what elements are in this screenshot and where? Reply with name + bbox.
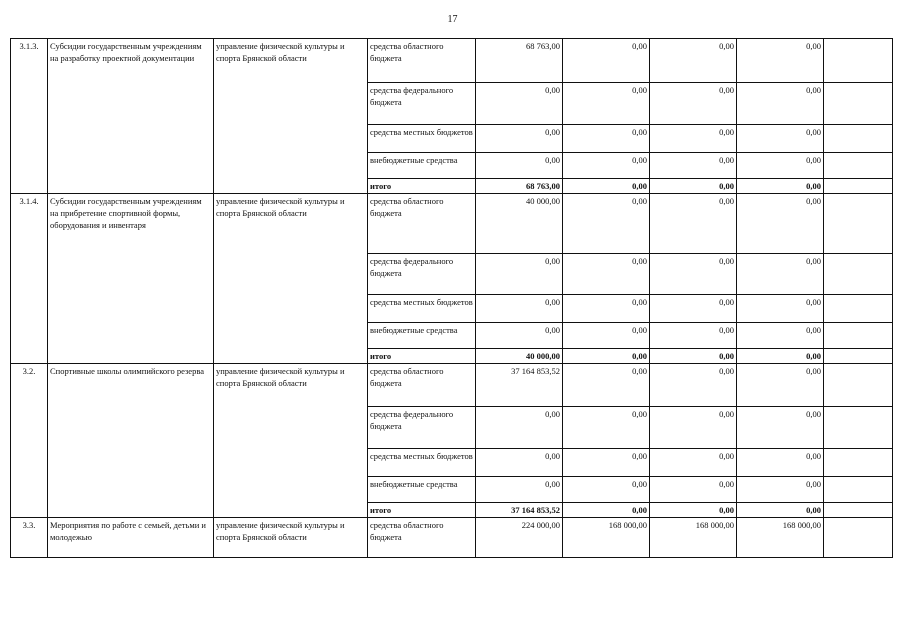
funding-source: внебюджетные средства (368, 323, 476, 349)
amount-cell: 0,00 (563, 194, 650, 254)
funding-source: средства областного бюджета (368, 194, 476, 254)
amount-cell: 0,00 (737, 503, 824, 518)
amount-cell: 40 000,00 (476, 349, 563, 364)
amount-cell: 0,00 (563, 477, 650, 503)
amount-cell: 0,00 (563, 179, 650, 194)
amount-cell: 224 000,00 (476, 518, 563, 558)
funding-source: средства федерального бюджета (368, 254, 476, 295)
amount-cell: 0,00 (563, 323, 650, 349)
amount-cell: 0,00 (563, 503, 650, 518)
amount-cell: 0,00 (650, 295, 737, 323)
table-row (11, 364, 893, 407)
amount-cell: 0,00 (476, 125, 563, 153)
amount-cell: 0,00 (650, 39, 737, 83)
amount-cell: 0,00 (476, 323, 563, 349)
amount-cell: 0,00 (563, 407, 650, 449)
empty-cell (824, 364, 893, 407)
item-code: 3.2. (11, 364, 48, 518)
empty-cell (824, 194, 893, 254)
amount-cell: 0,00 (737, 477, 824, 503)
amount-cell: 0,00 (737, 295, 824, 323)
empty-cell (824, 503, 893, 518)
item-name: Мероприятия по работе с семьей, детьми и молодежью (48, 518, 214, 558)
amount-cell: 0,00 (650, 477, 737, 503)
budget-table (10, 38, 893, 558)
funding-source: средства местных бюджетов (368, 449, 476, 477)
funding-source: средства федерального бюджета (368, 407, 476, 449)
amount-cell: 0,00 (650, 349, 737, 364)
funding-source: итого (368, 349, 476, 364)
item-executor: управление физической культуры и спорта Брянской области (214, 39, 368, 194)
amount-cell: 168 000,00 (563, 518, 650, 558)
amount-cell: 0,00 (650, 407, 737, 449)
amount-cell: 0,00 (650, 153, 737, 179)
empty-cell (824, 518, 893, 558)
item-executor: управление физической культуры и спорта Брянской области (214, 194, 368, 364)
page-number: 17 (447, 14, 458, 25)
amount-cell: 68 763,00 (476, 39, 563, 83)
amount-cell: 0,00 (563, 449, 650, 477)
amount-cell: 0,00 (476, 83, 563, 125)
amount-cell: 0,00 (563, 39, 650, 83)
amount-cell: 0,00 (563, 349, 650, 364)
amount-cell: 0,00 (650, 254, 737, 295)
amount-cell: 0,00 (650, 449, 737, 477)
amount-cell: 68 763,00 (476, 179, 563, 194)
funding-source: средства областного бюджета (368, 364, 476, 407)
empty-cell (824, 323, 893, 349)
item-code: 3.1.4. (11, 194, 48, 364)
amount-cell: 0,00 (650, 194, 737, 254)
item-code: 3.1.3. (11, 39, 48, 194)
amount-cell: 37 164 853,52 (476, 503, 563, 518)
empty-cell (824, 477, 893, 503)
amount-cell: 0,00 (737, 364, 824, 407)
amount-cell: 0,00 (737, 349, 824, 364)
funding-source: внебюджетные средства (368, 153, 476, 179)
amount-cell: 0,00 (650, 125, 737, 153)
item-name: Субсидии государственным учреждениям на прибретение спортивной формы, оборудования и инвентаря (48, 194, 214, 364)
amount-cell: 0,00 (650, 503, 737, 518)
amount-cell: 0,00 (737, 323, 824, 349)
amount-cell: 0,00 (476, 477, 563, 503)
item-executor: управление физической культуры и спорта Брянской области (214, 518, 368, 558)
empty-cell (824, 153, 893, 179)
amount-cell: 0,00 (650, 323, 737, 349)
amount-cell: 0,00 (563, 153, 650, 179)
empty-cell (824, 449, 893, 477)
item-name: Субсидии государственным учреждениям на разработку проектной документации (48, 39, 214, 194)
amount-cell: 0,00 (476, 254, 563, 295)
amount-cell: 0,00 (476, 449, 563, 477)
funding-source: средства областного бюджета (368, 39, 476, 83)
empty-cell (824, 39, 893, 83)
amount-cell: 0,00 (650, 364, 737, 407)
amount-cell: 0,00 (737, 125, 824, 153)
amount-cell: 0,00 (737, 153, 824, 179)
empty-cell (824, 125, 893, 153)
funding-source: средства областного бюджета (368, 518, 476, 558)
amount-cell: 0,00 (737, 449, 824, 477)
amount-cell: 40 000,00 (476, 194, 563, 254)
funding-source: итого (368, 179, 476, 194)
amount-cell: 0,00 (737, 179, 824, 194)
empty-cell (824, 179, 893, 194)
amount-cell: 0,00 (563, 295, 650, 323)
funding-source: внебюджетные средства (368, 477, 476, 503)
empty-cell (824, 83, 893, 125)
empty-cell (824, 407, 893, 449)
amount-cell: 0,00 (737, 407, 824, 449)
empty-cell (824, 254, 893, 295)
amount-cell: 0,00 (650, 179, 737, 194)
funding-source: средства федерального бюджета (368, 83, 476, 125)
amount-cell: 0,00 (650, 83, 737, 125)
funding-source: средства местных бюджетов (368, 295, 476, 323)
amount-cell: 168 000,00 (737, 518, 824, 558)
empty-cell (824, 295, 893, 323)
table-row (11, 518, 893, 558)
amount-cell: 37 164 853,52 (476, 364, 563, 407)
amount-cell: 168 000,00 (650, 518, 737, 558)
empty-cell (824, 349, 893, 364)
amount-cell: 0,00 (563, 83, 650, 125)
amount-cell: 0,00 (563, 254, 650, 295)
item-code: 3.3. (11, 518, 48, 558)
amount-cell: 0,00 (563, 364, 650, 407)
amount-cell: 0,00 (476, 295, 563, 323)
amount-cell: 0,00 (737, 83, 824, 125)
table-row (11, 39, 893, 83)
amount-cell: 0,00 (563, 125, 650, 153)
amount-cell: 0,00 (737, 39, 824, 83)
funding-source: средства местных бюджетов (368, 125, 476, 153)
item-name: Спортивные школы олимпийского резерва (48, 364, 214, 518)
amount-cell: 0,00 (476, 153, 563, 179)
funding-source: итого (368, 503, 476, 518)
amount-cell: 0,00 (737, 194, 824, 254)
item-executor: управление физической культуры и спорта Брянской области (214, 364, 368, 518)
amount-cell: 0,00 (737, 254, 824, 295)
amount-cell: 0,00 (476, 407, 563, 449)
table-row (11, 194, 893, 254)
